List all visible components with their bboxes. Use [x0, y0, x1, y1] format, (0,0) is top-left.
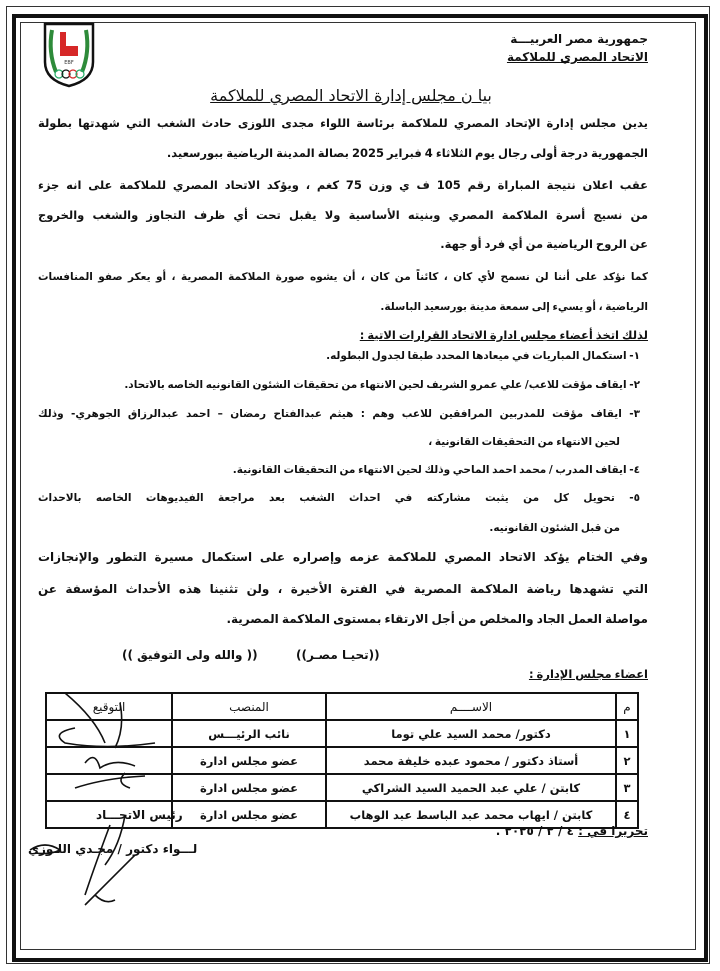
conclusion-line: التي تشهدها رياضة الملاكمة المصرية في الفترة الأخيرة ، ولن تثنينا هذه الأحداث المؤسفة عن	[38, 582, 648, 596]
member-name: كابتن / علي عبد الحميد السيد الشراكي	[326, 774, 616, 801]
paragraph-line: كما نؤكد على أننا لن نسمح لأي كان ، كائناً من كان ، أن يشوه صورة الملاكمة المصرية ، أو يعكر صفو المنافسات	[38, 271, 648, 283]
member-position: نائب الرئيـــس	[172, 720, 326, 747]
col-number: م	[616, 693, 638, 720]
col-position: المنصب	[172, 693, 326, 720]
date-value: ٤ / ٢ / ٢٠٢٥ .	[495, 824, 574, 838]
paragraph-line: من نسيج أسرة الملاكمة المصري وبنيته الأساسية ولا يقبل تحت أي ظرف التجاوز والشغب والخروج	[38, 208, 648, 222]
decision-item: ٥- تحويل كل من يثبت مشاركته في احداث الشغب بعد مراجعة الفيديوهات الخاصه بالاحداث	[38, 492, 640, 504]
paragraph-line: يدين مجلس إدارة الإتحاد المصري للملاكمة برئاسة اللواء مجدى اللوزى حادث الشغب التي شهدتها بطولة	[38, 116, 648, 130]
slogan-closing: (( والله ولى التوفيق ))	[122, 648, 258, 662]
col-signature: التوقيع	[46, 693, 172, 720]
paragraph-line: الرياضية ، أو يسيء إلى سمعة مدينة بورسعيد الباسلة.	[380, 301, 648, 313]
president-name: لـــواء دكتور / مجـدي اللـوزي	[28, 842, 198, 856]
decision-item: لحين الانتهاء من التحقيقات القانونية ،	[428, 436, 620, 448]
row-number: ٢	[616, 747, 638, 774]
president-signature	[25, 805, 175, 915]
conclusion-line: وفي الختام يؤكد الاتحاد المصري للملاكمة عزمه وإصراره على استكمال مسيرة التطور والإنجازات	[38, 550, 648, 564]
decision-item: من قبل الشئون القانونيه.	[489, 522, 620, 534]
member-name: أستاذ دكتور / محمود عبده خليفة محمد	[326, 747, 616, 774]
row-number: ١	[616, 720, 638, 747]
decisions-heading: لذلك اتخذ أعضاء مجلس ادارة الاتحاد القرارات الاتية :	[359, 328, 648, 342]
page-title: بيا ن مجلس إدارة الاتحاد المصري للملاكمة	[210, 86, 492, 105]
president-title: رئيس الاتحـــاد	[96, 808, 183, 822]
member-position: عضو مجلس ادارة	[172, 801, 326, 828]
header-country: جمهورية مصر العربيـــة	[510, 32, 648, 46]
header-federation: الاتحاد المصري للملاكمة	[506, 50, 648, 64]
date-label: تحريرا في :	[578, 824, 648, 838]
paragraph-line: عن الروح الرياضية من أي فرد أو جهة.	[440, 237, 648, 251]
slogan-egypt: ((تحيـا مصـر))	[296, 648, 380, 662]
decision-item: ٢- ايقاف مؤقت للاعب/ علي عمرو الشريف لحين الانتهاء من تحقيقات الشئون القانونيه الخاصه بالاتحاد.	[124, 379, 640, 391]
members-heading: اعضاء مجلس الإدارة :	[528, 667, 648, 681]
handwritten-signatures	[45, 688, 165, 793]
decision-item: ٣- ايقاف مؤقت للمدربين المرافقين للاعب وهم : هيثم عبدالفتاح رمضان – احمد عبدالرزاق الجوهري- وذلك	[38, 408, 640, 420]
row-number: ٤	[616, 801, 638, 828]
member-position: عضو مجلس ادارة	[172, 747, 326, 774]
member-name: دكتور/ محمد السيد علي توما	[326, 720, 616, 747]
paragraph-line: الجمهورية درجة أولى رجال يوم الثلاثاء 4 فبراير 2025 بصالة المدينة الرياضية ببورسعيد.	[166, 146, 648, 160]
decision-item: ١- استكمال المباريات في ميعادها المحدد طبقا لجدول البطوله.	[326, 350, 640, 362]
svg-text:EBF: EBF	[64, 60, 74, 66]
col-name: الاســــم	[326, 693, 616, 720]
paragraph-line: عقب اعلان نتيجة المباراة رقم 105 ف ي وزن 75 كغم ، ويؤكد الاتحاد المصري للملاكمة على انه جزء	[38, 178, 649, 192]
date-block	[496, 824, 648, 838]
conclusion-line: مواصلة العمل الجاد والمخلص من أجل الارتقاء بمستوى الملاكمة المصرية.	[226, 612, 648, 626]
federation-logo	[42, 22, 96, 88]
row-number: ٣	[616, 774, 638, 801]
member-name: كابتن / ايهاب محمد عبد الباسط عبد الوهاب	[326, 801, 616, 828]
member-position: عضو مجلس ادارة	[172, 774, 326, 801]
decision-item: ٤- ايقاف المدرب / محمد احمد الماحي وذلك لحين الانتهاء من التحقيقات القانونية.	[232, 464, 640, 476]
